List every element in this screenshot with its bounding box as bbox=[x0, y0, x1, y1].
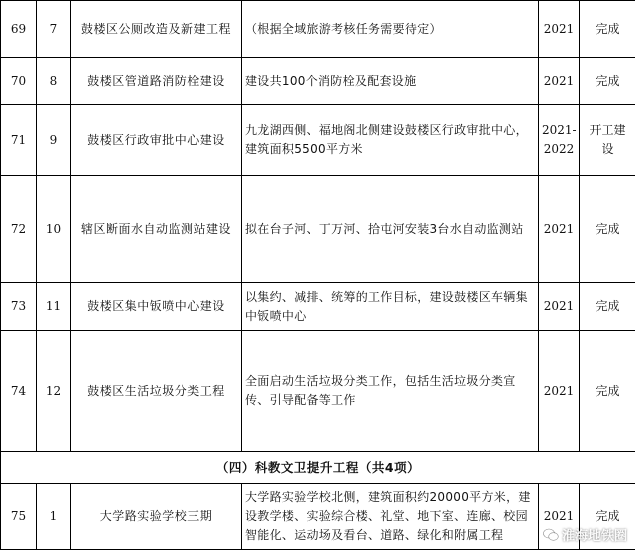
watermark bbox=[543, 525, 627, 544]
project-content: 以集约、减排、统筹的工作目标，建设鼓楼区车辆集中钣喷中心 bbox=[242, 283, 539, 331]
row-index: 73 bbox=[1, 283, 37, 331]
project-name: 鼓楼区生活垃圾分类工程 bbox=[71, 331, 242, 452]
project-content: 建设共100个消防栓及配套设施 bbox=[242, 58, 539, 105]
project-year: 2021 bbox=[539, 1, 580, 58]
row-index: 75 bbox=[1, 484, 37, 550]
project-year: 2021 bbox=[539, 283, 580, 331]
project-year: 2021 bbox=[539, 58, 580, 105]
project-year: 2021 bbox=[539, 176, 580, 283]
project-status-line: 开工建 bbox=[589, 123, 626, 137]
project-year bbox=[539, 105, 580, 176]
item-number: 10 bbox=[37, 176, 71, 283]
project-year-line: 2022 bbox=[543, 142, 575, 156]
item-number: 7 bbox=[37, 1, 71, 58]
project-content: 全面启动生活垃圾分类工作，包括生活垃圾分类宣传、引导配备等工作 bbox=[242, 331, 539, 452]
table-row bbox=[1, 1, 635, 58]
section-header-row bbox=[1, 452, 635, 484]
table-row bbox=[1, 331, 635, 452]
table-row bbox=[1, 105, 635, 176]
project-year: 2021 bbox=[539, 331, 580, 452]
chat-bubble-icon bbox=[543, 528, 559, 542]
project-status: 完成 bbox=[580, 283, 635, 331]
project-content: 大学路实验学校北侧，建筑面积约20000平方米，建设教学楼、实验综合楼、礼堂、地下室、连廊、校园智能化、运动场及看台、道路、绿化和附属工程 bbox=[242, 484, 539, 550]
project-status: 完成 bbox=[580, 484, 635, 550]
project-content: 拟在台子河、丁万河、拾屯河安装3台水自动监测站 bbox=[242, 176, 539, 283]
section-title: （四）科教文卫提升工程（共4项） bbox=[1, 452, 635, 484]
project-status bbox=[580, 105, 635, 176]
project-name: 鼓楼区行政审批中心建设 bbox=[71, 105, 242, 176]
watermark-text: 淮海地铁圈 bbox=[561, 529, 627, 544]
item-number: 8 bbox=[37, 58, 71, 105]
row-index: 69 bbox=[1, 1, 37, 58]
row-index: 71 bbox=[1, 105, 37, 176]
project-year: 2021 bbox=[539, 484, 580, 550]
project-content: （根据全域旅游考核任务需要待定） bbox=[242, 1, 539, 58]
table-row bbox=[1, 283, 635, 331]
project-content: 九龙湖西侧、福地阁北侧建设鼓楼区行政审批中心，建筑面积5500平方米 bbox=[242, 105, 539, 176]
row-index: 70 bbox=[1, 58, 37, 105]
item-number: 12 bbox=[37, 331, 71, 452]
project-status: 完成 bbox=[580, 331, 635, 452]
project-name: 辖区断面水自动监测站建设 bbox=[71, 176, 242, 283]
project-year-line: 2021- bbox=[542, 123, 577, 137]
row-index: 74 bbox=[1, 331, 37, 452]
project-name: 鼓楼区公厕改造及新建工程 bbox=[71, 1, 242, 58]
project-name: 鼓楼区管道路消防栓建设 bbox=[71, 58, 242, 105]
project-status: 完成 bbox=[580, 1, 635, 58]
item-number: 1 bbox=[37, 484, 71, 550]
table-row bbox=[1, 484, 635, 550]
project-status: 完成 bbox=[580, 58, 635, 105]
table-row bbox=[1, 176, 635, 283]
project-status: 完成 bbox=[580, 176, 635, 283]
row-index: 72 bbox=[1, 176, 37, 283]
item-number: 9 bbox=[37, 105, 71, 176]
table-row bbox=[1, 58, 635, 105]
item-number: 11 bbox=[37, 283, 71, 331]
project-name: 大学路实验学校三期 bbox=[71, 484, 242, 550]
project-name: 鼓楼区集中钣喷中心建设 bbox=[71, 283, 242, 331]
project-status-line: 设 bbox=[601, 142, 614, 156]
